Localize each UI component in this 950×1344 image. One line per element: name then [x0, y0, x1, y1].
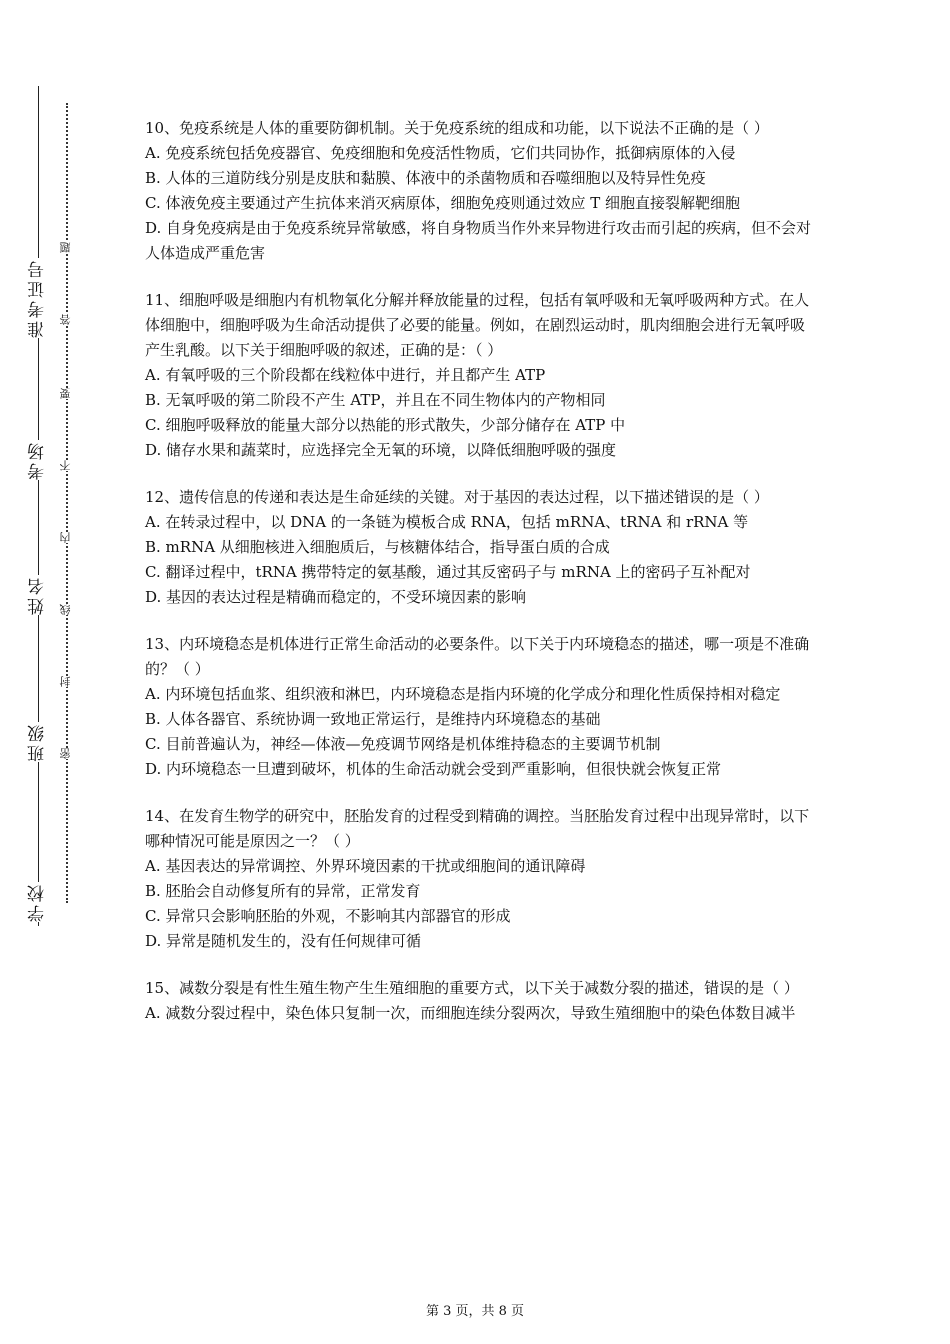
option-d: D. 储存水果和蔬菜时，应选择完全无氧的环境，以降低细胞呼吸的强度 — [145, 441, 617, 459]
question-12 — [145, 485, 815, 610]
school-label: 学校 — [22, 882, 54, 922]
question-stem: 12、遗传信息的传递和表达是生命延续的关键。对于基因的表达过程，以下描述错误的是（ ） — [145, 488, 769, 506]
option-d: D. 内环境稳态一旦遭到破坏，机体的生命活动就会受到严重影响，但很快就会恢复正常 — [145, 760, 722, 778]
question-15 — [145, 976, 815, 1026]
question-11 — [145, 288, 815, 463]
option-d: D. 异常是随机发生的，没有任何规律可循 — [145, 932, 422, 950]
option-a: A. 在转录过程中，以 DNA 的一条链为模板合成 RNA，包括 mRNA、tRNA 和 rRNA 等 — [145, 513, 749, 531]
question-10 — [145, 116, 815, 266]
option-d: D. 自身免疫病是由于免疫系统异常敏感，将自身物质当作外来异物进行攻击而引起的疾病，但不会对人体造成严重危害 — [145, 219, 812, 262]
question-14 — [145, 804, 815, 954]
option-c: C. 异常只会影响胚胎的外观，不影响其内部器官的形成 — [145, 907, 511, 925]
option-c: C. 翻译过程中，tRNA 携带特定的氨基酸，通过其反密码子与 mRNA 上的密码子互补配对 — [145, 563, 751, 581]
question-13 — [145, 632, 815, 782]
name-label: 姓名 — [22, 575, 54, 615]
seal-char: 封 — [59, 676, 72, 687]
option-b: B. 胚胎会自动修复所有的异常，正常发育 — [145, 882, 421, 900]
option-b: B. 人体的三道防线分别是皮肤和黏膜、体液中的杀菌物质和吞噬细胞以及特异性免疫 — [145, 169, 706, 187]
option-a: A. 有氧呼吸的三个阶段都在线粒体中进行，并且都产生 ATP — [145, 366, 546, 384]
question-stem: 10、免疫系统是人体的重要防御机制。关于免疫系统的组成和功能，以下说法不正确的是（ ） — [145, 119, 769, 137]
option-c: C. 目前普遍认为，神经—体液—免疫调节网络是机体维持稳态的主要调节机制 — [145, 735, 661, 753]
seal-char: 密 — [59, 748, 72, 759]
question-stem: 14、在发育生物学的研究中，胚胎发育的过程受到精确的调控。当胚胎发育过程中出现异常时，以下哪种情况可能是原因之一？（ ） — [145, 807, 810, 850]
fill-in-line — [38, 86, 39, 926]
option-b: B. 无氧呼吸的第二阶段不产生 ATP，并且在不同生物体内的产物相同 — [145, 391, 606, 409]
exam-id-label: 准考证号 — [22, 258, 54, 338]
page-number: 第 3 页，共 8 页 — [425, 1304, 525, 1319]
option-b: B. mRNA 从细胞核进入细胞质后，与核糖体结合，指导蛋白质的合成 — [145, 538, 610, 556]
option-a: A. 免疫系统包括免疫器官、免疫细胞和免疫活性物质，它们共同协作，抵御病原体的入侵 — [145, 144, 736, 162]
binding-margin — [0, 0, 100, 1344]
seal-dotted-line — [66, 103, 68, 903]
option-a: A. 内环境包括血浆、组织液和淋巴，内环境稳态是指内环境的化学成分和理化性质保持相对稳定 — [145, 685, 781, 703]
exam-room-label: 考场 — [22, 440, 54, 480]
class-label: 班级 — [22, 722, 54, 762]
question-stem: 13、内环境稳态是机体进行正常生命活动的必要条件。以下关于内环境稳态的描述，哪一项是不准确的？（ ） — [145, 635, 810, 678]
seal-char: 线 — [59, 604, 72, 615]
question-stem: 11、细胞呼吸是细胞内有机物氧化分解并释放能量的过程，包括有氧呼吸和无氧呼吸两种方式。在人体细胞中，细胞呼吸为生命活动提供了必要的能量。例如，在剧烈运动时，肌肉细胞会进行无氧呼吸产生乳酸。以下关于细胞呼吸的叙述，正确的是：（ ） — [145, 291, 810, 359]
question-stem: 15、减数分裂是有性生殖生物产生生殖细胞的重要方式，以下关于减数分裂的描述，错误的是（ ） — [145, 979, 799, 997]
seal-char: 题 — [59, 242, 72, 253]
option-c: C. 体液免疫主要通过产生抗体来消灭病原体，细胞免疫则通过效应 T 细胞直接裂解靶细胞 — [145, 194, 741, 212]
option-a: A. 基因表达的异常调控、外界环境因素的干扰或细胞间的通讯障碍 — [145, 857, 586, 875]
option-d: D. 基因的表达过程是精确而稳定的，不受环境因素的影响 — [145, 588, 527, 606]
question-list — [145, 116, 815, 1048]
option-a: A. 减数分裂过程中，染色体只复制一次，而细胞连续分裂两次，导致生殖细胞中的染色体数目减半 — [145, 1004, 796, 1022]
seal-char: 内 — [59, 532, 72, 543]
seal-char: 要 — [59, 388, 72, 399]
seal-char: 答 — [59, 314, 72, 325]
seal-char: 不 — [59, 460, 72, 471]
option-b: B. 人体各器官、系统协调一致地正常运行，是维持内环境稳态的基础 — [145, 710, 601, 728]
option-c: C. 细胞呼吸释放的能量大部分以热能的形式散失，少部分储存在 ATP 中 — [145, 416, 626, 434]
